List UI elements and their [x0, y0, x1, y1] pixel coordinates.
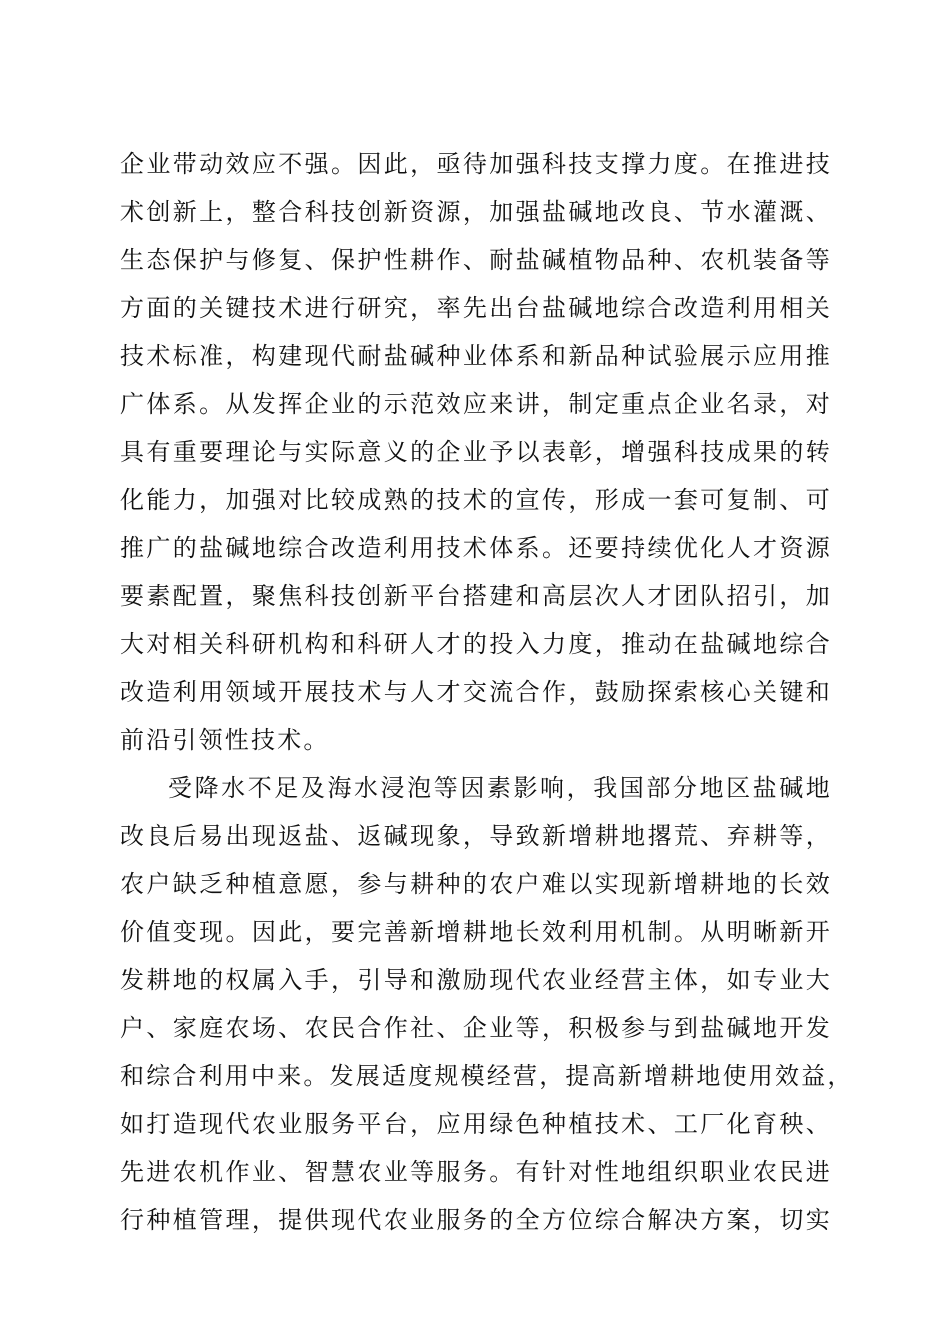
paragraph-2: [120, 764, 854, 1244]
text-line: 具有重要理论与实际意义的企业予以表彰，增强科技成果的转: [120, 438, 832, 466]
text-line: 技术标准，构建现代耐盐碱种业体系和新品种试验展示应用推: [120, 342, 832, 370]
text-line: 行种植管理，提供现代农业服务的全方位综合解决方案，切实: [120, 1206, 832, 1234]
text-line: 术创新上，整合科技创新资源，加强盐碱地改良、节水灌溉、: [120, 198, 832, 226]
document-body: [120, 140, 854, 1244]
text-line: 发耕地的权属入手，引导和激励现代农业经营主体，如专业大: [120, 966, 832, 994]
text-line: 如打造现代农业服务平台，应用绿色种植技术、工厂化育秧、: [120, 1110, 832, 1138]
text-line: 广体系。从发挥企业的示范效应来讲，制定重点企业名录，对: [120, 390, 832, 418]
text-line: 改造利用领域开展技术与人才交流合作，鼓励探索核心关键和: [120, 678, 832, 706]
text-line: 改良后易出现返盐、返碱现象，导致新增耕地撂荒、弃耕等，: [120, 822, 832, 850]
text-line: 方面的关键技术进行研究，率先出台盐碱地综合改造利用相关: [120, 294, 832, 322]
text-line: 先进农机作业、智慧农业等服务。有针对性地组织职业农民进: [120, 1158, 832, 1186]
text-line: 要素配置，聚焦科技创新平台搭建和高层次人才团队招引，加: [120, 582, 832, 610]
text-line: 企业带动效应不强。因此，亟待加强科技支撑力度。在推进技: [120, 150, 832, 178]
paragraph-1: [120, 140, 832, 764]
text-line: 和综合利用中来。发展适度规模经营，提高新增耕地使用效益，: [120, 1062, 854, 1090]
text-line: 户、家庭农场、农民合作社、企业等，积极参与到盐碱地开发: [120, 1014, 832, 1042]
text-line: 前沿引领性技术。: [120, 726, 330, 754]
text-line: 价值变现。因此，要完善新增耕地长效利用机制。从明晰新开: [120, 918, 832, 946]
text-line: 推广的盐碱地综合改造利用技术体系。还要持续优化人才资源: [120, 534, 832, 562]
text-line: 生态保护与修复、保护性耕作、耐盐碱植物品种、农机装备等: [120, 246, 832, 274]
text-line: 化能力，加强对比较成熟的技术的宣传，形成一套可复制、可: [120, 486, 832, 514]
text-line: 农户缺乏种植意愿，参与耕种的农户难以实现新增耕地的长效: [120, 870, 832, 898]
text-line: 大对相关科研机构和科研人才的投入力度，推动在盐碱地综合: [120, 630, 832, 658]
text-line: 受降水不足及海水浸泡等因素影响，我国部分地区盐碱地: [168, 774, 832, 802]
